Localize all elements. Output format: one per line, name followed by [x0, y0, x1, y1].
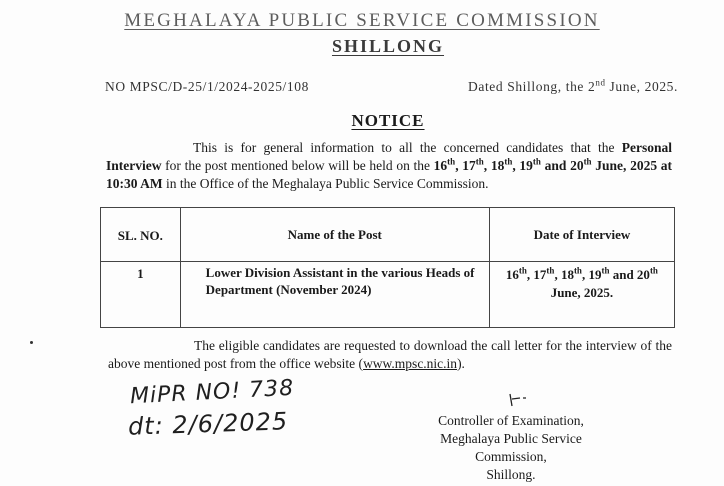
p1-date: 18 [490, 158, 505, 173]
signatory-city: Shillong. [486, 467, 536, 482]
para2-text: The eligible candidates are requested to download the call letter for the interview of the above mentioned post from the office website ( [108, 338, 672, 371]
row-date-end: June, 2025. [550, 285, 614, 300]
instruction-paragraph [108, 337, 672, 373]
organization-city: SHILLONG [331, 36, 445, 56]
row-sup: th [601, 265, 610, 276]
dated-prefix: Dated Shillong, the 2 [468, 79, 596, 94]
column-header-date: Date of Interview [489, 208, 674, 262]
notice-heading: NOTICE [351, 111, 425, 130]
p1-text-a: This is for general information to all the concerned candidates that the [193, 140, 622, 155]
row-sup: th [518, 265, 527, 276]
handwritten-mipr-number: MiPR NO! 738 [129, 375, 295, 410]
row-sup: th [649, 265, 658, 276]
signature-mark [506, 393, 530, 407]
p1-sup: th [532, 156, 541, 167]
p1-date: 16 [433, 158, 448, 173]
p1-and: and [540, 158, 571, 173]
cell-post: Lower Division Assistant in the various Heads of Department (November 2024) [180, 262, 489, 328]
organization-title: MEGHALAYA PUBLIC SERVICE COMMISSION [124, 10, 600, 31]
row-sup: th [573, 265, 582, 276]
reference-number: NO MPSC/D-25/1/2024-2025/108 [105, 79, 309, 94]
p1-dates: 16th, 17th, 18th, 19th and 20th June, 2025 at 10:30 AM [106, 156, 673, 191]
p1-date-time: June, 2025 at 10:30 AM [106, 158, 673, 191]
table-row [101, 262, 675, 328]
p1-personal-interview: Personal Interview [106, 140, 672, 173]
p1-sup: th [447, 156, 456, 167]
handwritten-date: dt: 2/6/2025 [127, 407, 289, 441]
p1-sup: th [583, 156, 592, 167]
row-date: 16 [505, 267, 519, 282]
interview-schedule-table [100, 207, 675, 328]
row-sup: th [546, 265, 555, 276]
p1-date: 20 [570, 158, 584, 173]
p1-text-c: for the post mentioned below will be held on the [161, 158, 434, 173]
website-link[interactable]: www.mpsc.nic.in [363, 356, 458, 371]
dated-sup: nd [595, 77, 606, 88]
signatory-title: Controller of Examination, [438, 413, 584, 428]
column-header-post: Name of the Post [180, 208, 489, 262]
p1-sup: th [504, 156, 513, 167]
p1-text-e: in the Office of the Meghalaya Public Service Commission. [162, 176, 489, 191]
dated-line [468, 79, 678, 95]
intro-paragraph [106, 139, 672, 193]
row-date-last: and 20 [609, 267, 650, 282]
p1-date: 19 [519, 158, 533, 173]
speck-mark [30, 341, 33, 344]
column-header-sl: SL. NO. [101, 208, 181, 262]
dated-suffix: June, 2025. [605, 79, 678, 94]
cell-sl: 1 [101, 262, 181, 328]
p1-date: 17 [462, 158, 476, 173]
cell-date: 16th, 17th, 18th, 19th and 20th June, 2025. [489, 262, 674, 328]
row-date: 17 [533, 267, 547, 282]
p1-sup: th [475, 156, 484, 167]
signatory-org: Meghalaya Public Service Commission, [440, 431, 582, 464]
para2-end: ). [457, 356, 465, 371]
row-date: 19 [588, 267, 602, 282]
signature-block [420, 412, 602, 484]
row-date: 18 [560, 267, 574, 282]
table-header-row [101, 208, 675, 262]
